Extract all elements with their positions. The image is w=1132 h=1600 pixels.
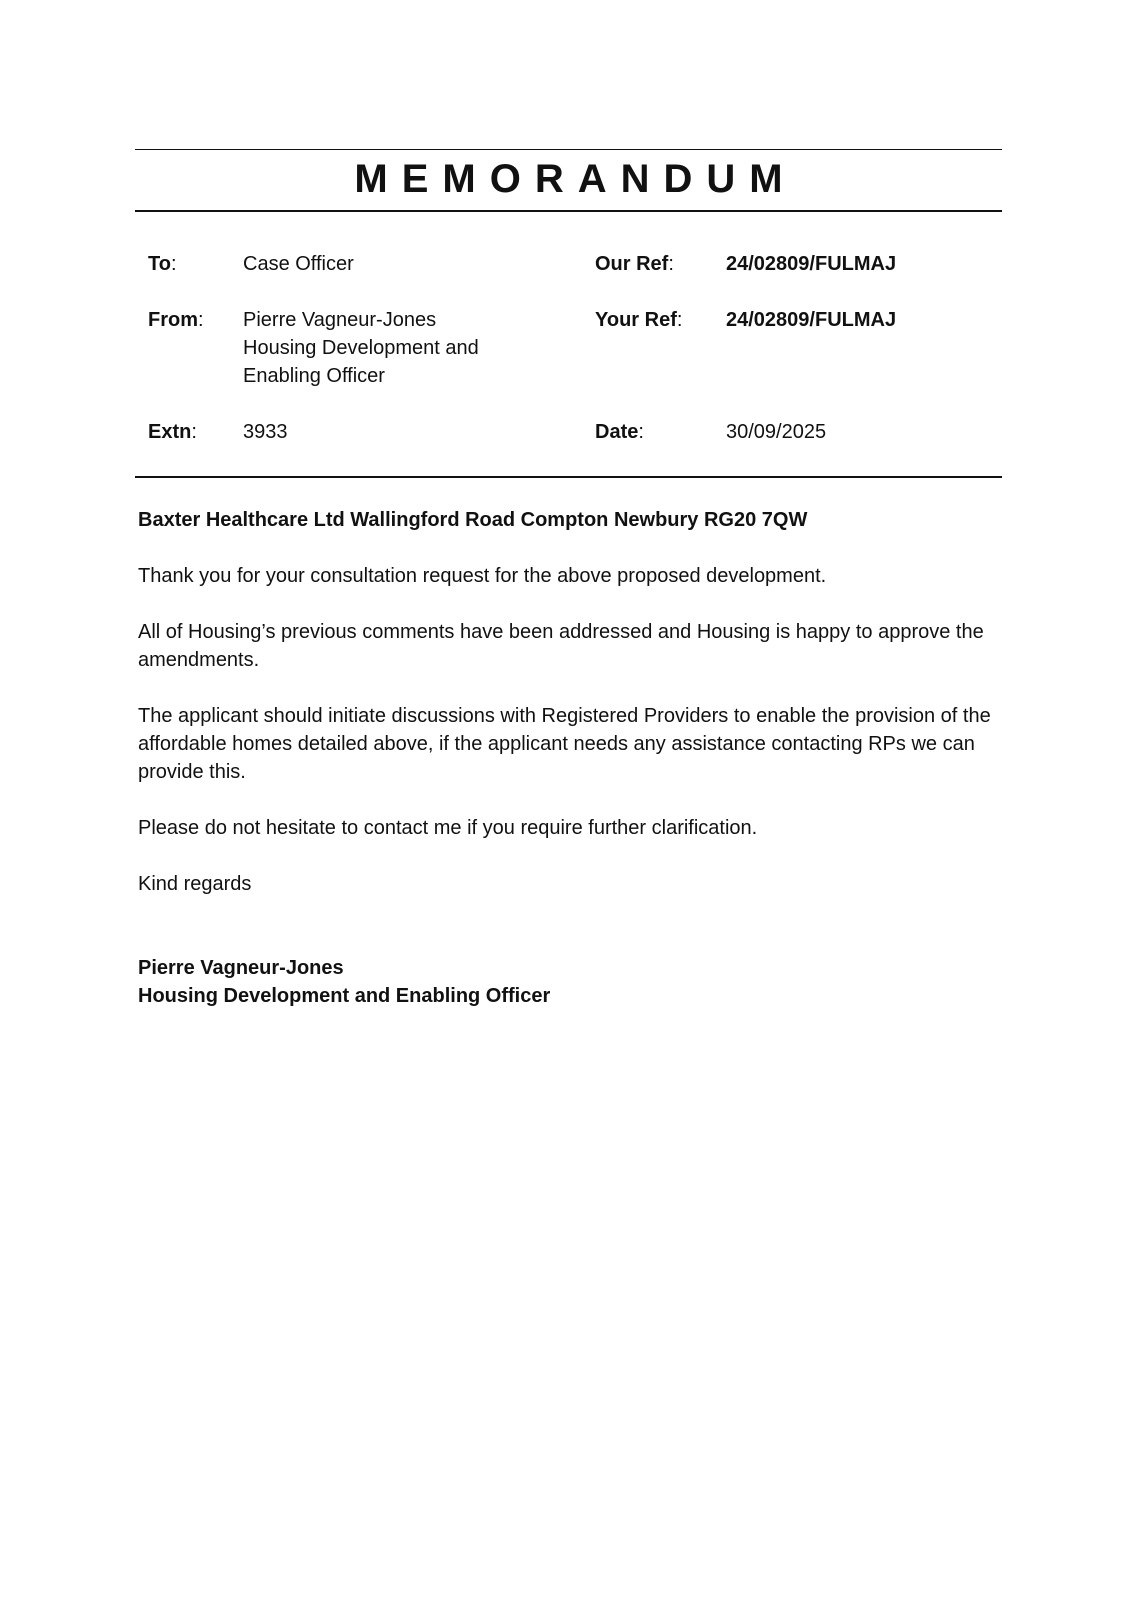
from-role-line-2: Enabling Officer <box>243 365 385 387</box>
our-ref-value: 24/02809/FULMAJ <box>726 253 897 275</box>
closing-kind-regards: Kind regards <box>138 873 252 895</box>
subject-line: Baxter Healthcare Ltd Wallingford Road Compton Newbury RG20 7QW <box>138 509 808 531</box>
your-ref-label: Your Ref: <box>595 309 683 331</box>
from-label: From: <box>148 309 204 331</box>
our-ref-label: Our Ref: <box>595 253 674 275</box>
paragraph-registered-providers: The applicant should initiate discussions with Registered Providers to enable the provision of the affordable homes detailed above, if the applicant needs any assistance contacting RPs we can provide this. <box>138 705 991 783</box>
from-name: Pierre Vagneur-Jones <box>243 309 437 331</box>
to-value: Case Officer <box>243 253 354 275</box>
signature-title: Housing Development and Enabling Officer <box>138 985 551 1007</box>
date-label: Date: <box>595 421 644 443</box>
date-value: 30/09/2025 <box>726 421 827 443</box>
paragraph-contact: Please do not hesitate to contact me if you require further clarification. <box>138 817 758 839</box>
extn-value: 3933 <box>243 421 288 443</box>
signature-name: Pierre Vagneur-Jones <box>138 957 344 979</box>
paragraph-approval: All of Housing’s previous comments have been addressed and Housing is happy to approve the amendments. <box>138 621 984 671</box>
meta-bottom-rule <box>135 476 1002 478</box>
memo-title: MEMORANDUM <box>354 157 797 201</box>
header-bottom-rule <box>135 210 1002 212</box>
from-value <box>243 306 479 390</box>
your-ref-value: 24/02809/FULMAJ <box>726 309 897 331</box>
to-label: To: <box>148 253 177 275</box>
header-top-rule <box>135 149 1002 150</box>
from-role-line-1: Housing Development and <box>243 337 479 359</box>
extn-label: Extn: <box>148 421 197 443</box>
paragraph-thanks: Thank you for your consultation request for the above proposed development. <box>138 565 827 587</box>
